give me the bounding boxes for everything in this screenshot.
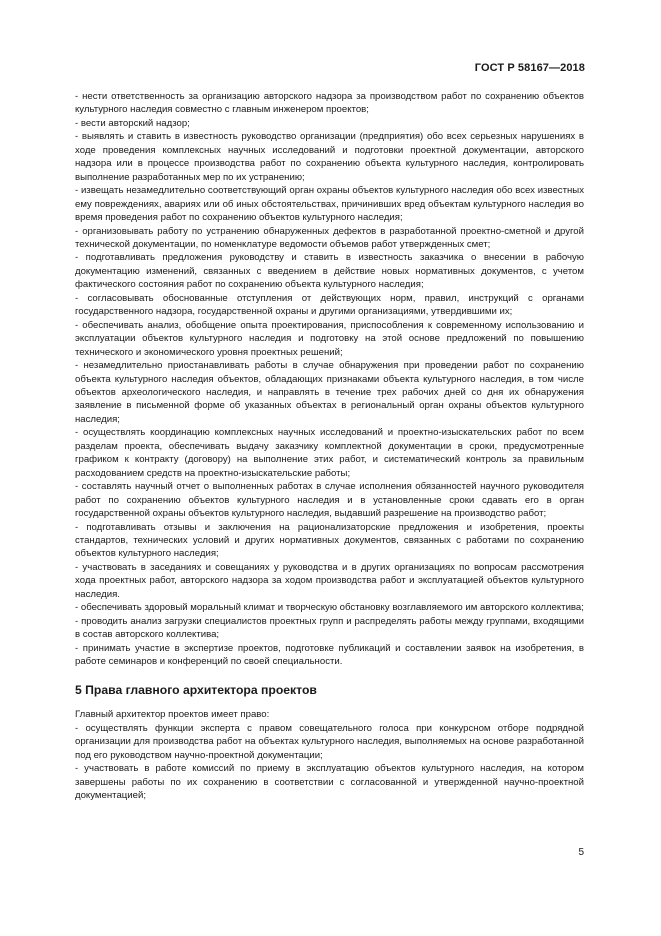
section-intro: Главный архитектор проектов имеет право:	[75, 709, 270, 721]
list-item: - согласовывать обоснованные отступления от действующих норм, правил, инструкций с органами государственного надзора, государственной охраны и другими организациями, утвердившими их;	[75, 292, 584, 318]
duties-list	[75, 90, 584, 668]
list-item: - осуществлять координацию комплексных научных исследований и проектно-изыскательских работ по всем разделам проекта, обеспечивать выдачу заказчику комплектной документации в сроки, предусмотренные графиком к контракту (договору) на выполнение этих работ, и систематический контроль за правильным расходованием средств на проектно-изыскательские работы;	[75, 427, 584, 479]
list-item: - участвовать в заседаниях и совещаниях у руководства и в других организациях по вопросам рассмотрения хода проектных работ, авторского надзора за ходом производства работ и эксплуатацией объектов культурного наследия.	[75, 561, 584, 600]
list-item: - извещать незамедлительно соответствующий орган охраны объектов культурного наследия обо всех известных ему повреждениях, авариях или об иных обстоятельствах, причинивших вред объектам культурного наследия во время проведения работ по сохранению объектов культурного наследия;	[75, 185, 584, 224]
list-item: - выявлять и ставить в известность руководство организации (предприятия) обо всех серьезных нарушениях в ходе проведения комплексных научных исследований и подготовки проектной документации, авторского надзора или в процессе производства работ по сохранению объекта культурного наследия, контролировать выполнение разработанных мер по их устранению;	[75, 131, 584, 183]
list-item: - подготавливать отзывы и заключения на рационализаторские предложения и изобретения, проекты стандартов, технических условий и других нормативных документов, связанных с работами по сохранению объектов культурного наследия;	[75, 521, 584, 560]
list-item: - принимать участие в экспертизе проектов, подготовке публикаций и составлении заявок на изобретения, в работе семинаров и конференций по своей специальности.	[75, 642, 584, 668]
rights-list	[75, 708, 584, 802]
list-item: - вести авторский надзор;	[75, 117, 190, 129]
list-item: - обеспечивать здоровый моральный климат и творческую обстановку возглавляемого им авторского коллектива;	[75, 602, 584, 614]
page-number: 5	[578, 847, 584, 858]
list-item: - нести ответственность за организацию авторского надзора за производством работ по сохранению объектов культурного наследия совместно с главным инженером проектов;	[75, 91, 584, 116]
list-item: - подготавливать предложения руководству и ставить в известность заказчика о внесении в рабочую документацию изменений, связанных с введением в действие новых нормативных документов, с учетом фактического состояния работ по сохранению объекта культурного наследия;	[75, 252, 584, 291]
list-item: - обеспечивать анализ, обобщение опыта проектирования, приспособления к современному использованию и эксплуатации объектов культурного наследия и подготовку на этой основе предложений по повышению технического и экономического уровня проектных решений;	[75, 319, 584, 358]
list-item: - составлять научный отчет о выполненных работах в случае исполнения обязанностей научного руководителя работ по сохранению объектов культурного наследия и в установленные сроки сдавать его в орган государственной охраны объектов культурного наследия, выдавший разрешение на производство работ;	[75, 481, 584, 520]
section-heading: 5 Права главного архитектора проектов	[75, 683, 317, 698]
list-item: - организовывать работу по устранению обнаруженных дефектов в разработанной проектно-сметной и другой технической документации, по номенклатуре ведомости объемов работ утвержденных смет;	[75, 225, 584, 250]
list-item: - участвовать в работе комиссий по приему в эксплуатацию объектов культурного наследия, на котором завершены работы по их сохранению в соответствии с согласованной и утвержденной научно-проектной документацией;	[75, 763, 584, 802]
list-item: - осуществлять функции эксперта с правом совещательного голоса при конкурсном отборе подрядной организации для производства работ на объектах культурного наследия, выполняемых на основе разработанной под его руководством научно-проектной документации;	[75, 722, 584, 761]
document-body	[75, 90, 584, 803]
list-item: - незамедлительно приостанавливать работы в случае обнаружения при проведении работ по сохранению объекта культурного наследия объектов, обладающих признаками объекта культурного наследия, в том числе объектов археологического наследия, и направлять в течение трех рабочих дней со дня их обнаружения заявление в письменной форме об указанных объектах в региональный орган охраны объектов культурного наследия;	[75, 360, 584, 425]
list-item: - проводить анализ загрузки специалистов проектных групп и распределять работы между группами, входящими в состав авторского коллектива;	[75, 615, 584, 641]
document-header: ГОСТ Р 58167—2018	[474, 62, 585, 74]
